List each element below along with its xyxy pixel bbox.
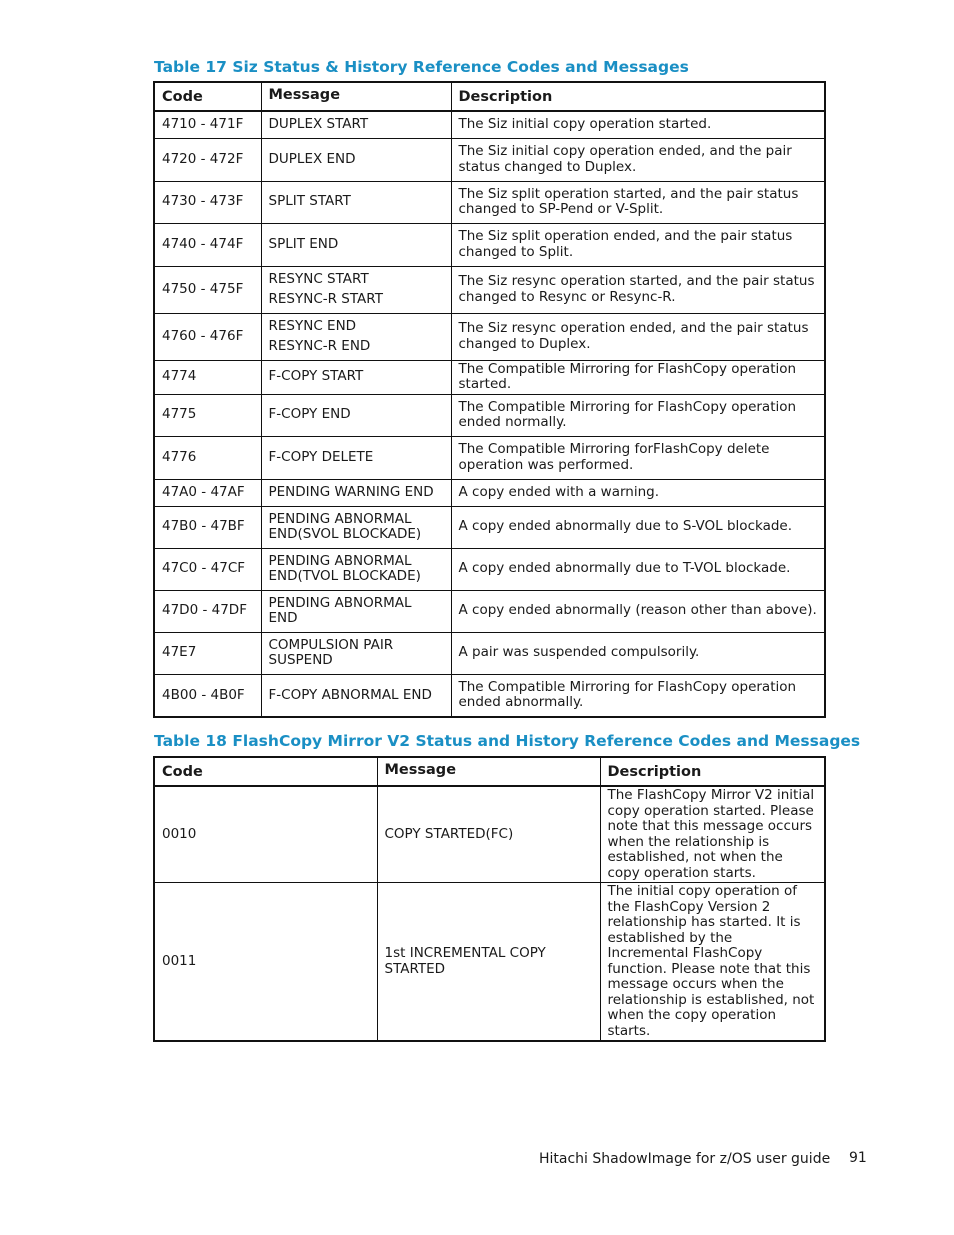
message-cell: [377, 786, 600, 883]
table-row: [154, 506, 825, 548]
description-cell: A copy ended abnormally (reason other than above).: [451, 590, 825, 632]
table-row: [154, 266, 825, 313]
message-line: PENDING ABNORMAL END(TVOL BLOCKADE): [268, 552, 421, 584]
message-cell: [261, 479, 451, 506]
description-cell: A pair was suspended compulsorily.: [451, 632, 825, 674]
table-18-caption: Table 18 FlashCopy Mirror V2 Status and History Reference Codes and Messages: [154, 732, 861, 750]
code-cell: 47C0 - 47CF: [154, 548, 261, 590]
code-cell: 4750 - 475F: [154, 266, 261, 313]
code-cell: 47B0 - 47BF: [154, 506, 261, 548]
message-line: PENDING ABNORMAL END(SVOL BLOCKADE): [268, 510, 422, 542]
table-row: [154, 436, 825, 479]
code-cell: 4740 - 474F: [154, 223, 261, 266]
description-cell: A copy ended with a warning.: [451, 479, 825, 506]
code-cell: 0010: [154, 786, 377, 883]
message-cell: [261, 111, 451, 138]
message-cell: [261, 394, 451, 436]
description-cell: A copy ended abnormally due to T-VOL blockade.: [451, 548, 825, 590]
message-cell: [261, 181, 451, 223]
table-row: [154, 632, 825, 674]
table-row: [154, 181, 825, 223]
code-cell: 4775: [154, 394, 261, 436]
code-cell: 4776: [154, 436, 261, 479]
message-line: F-COPY DELETE: [268, 448, 374, 465]
table-row: [154, 138, 825, 181]
column-header-description: Description: [451, 82, 825, 111]
message-line: RESYNC START: [268, 271, 369, 287]
message-line: F-COPY ABNORMAL END: [268, 686, 432, 703]
message-line: DUPLEX START: [268, 116, 369, 132]
column-header-code: Code: [154, 82, 261, 111]
message-line: RESYNC-R START: [268, 290, 383, 307]
code-cell: 47E7: [154, 632, 261, 674]
column-header-code: Code: [154, 757, 377, 786]
code-cell: 47A0 - 47AF: [154, 479, 261, 506]
table-row: [154, 360, 825, 394]
description-cell: The Compatible Mirroring forFlashCopy delete operation was performed.: [451, 436, 825, 479]
code-cell: 4730 - 473F: [154, 181, 261, 223]
message-cell: [261, 223, 451, 266]
message-line: DUPLEX END: [268, 150, 356, 167]
message-cell: [261, 674, 451, 717]
message-line: F-COPY END: [268, 406, 351, 423]
message-cell: [261, 313, 451, 360]
description-cell: The FlashCopy Mirror V2 initial copy operation started. Please note that this message occurs when the relationship is established, not when the copy operation starts.: [600, 786, 825, 883]
table-row: [154, 111, 825, 138]
description-cell: The Siz resync operation started, and the pair status changed to Resync or Resync-R.: [451, 266, 825, 313]
message-line: RESYNC END: [268, 318, 357, 334]
description-cell: The Compatible Mirroring for FlashCopy operation ended normally.: [451, 394, 825, 436]
table-row: [154, 548, 825, 590]
message-cell: [261, 360, 451, 394]
message-cell: [261, 436, 451, 479]
message-line: COMPULSION PAIR SUSPEND: [268, 636, 394, 668]
column-header-message: Message: [377, 757, 600, 786]
code-cell: 4774: [154, 360, 261, 394]
code-cell: 4710 - 471F: [154, 111, 261, 138]
description-cell: The Compatible Mirroring for FlashCopy operation ended abnormally.: [451, 674, 825, 717]
message-cell: [261, 632, 451, 674]
table-row: [154, 674, 825, 717]
code-cell: 0011: [154, 883, 377, 1042]
footer-guide-title: Hitachi ShadowImage for z/OS user guide: [539, 1151, 831, 1167]
description-cell: The Siz resync operation ended, and the pair status changed to Duplex.: [451, 313, 825, 360]
message-cell: [261, 506, 451, 548]
message-cell: [377, 883, 600, 1042]
table-row: [154, 590, 825, 632]
description-cell: The Siz initial copy operation started.: [451, 111, 825, 138]
code-cell: 4B00 - 4B0F: [154, 674, 261, 717]
description-cell: The Siz split operation started, and the pair status changed to SP-Pend or V-Split.: [451, 181, 825, 223]
table-row: [154, 883, 825, 1042]
table-row: [154, 394, 825, 436]
message-line: SPLIT START: [268, 193, 351, 210]
flashcopy-status-table: [153, 756, 826, 1042]
message-line: RESYNC-R END: [268, 337, 371, 354]
page-number: 91: [849, 1150, 867, 1166]
table-row: [154, 223, 825, 266]
column-header-message: Message: [261, 82, 451, 111]
description-cell: The Siz split operation ended, and the pair status changed to Split.: [451, 223, 825, 266]
message-cell: [261, 138, 451, 181]
description-cell: The initial copy operation of the FlashCopy Version 2 relationship has started. It is established by the Incremental FlashCopy function. Please note that this message occurs when the relationship is established, not when the copy operation starts.: [600, 883, 825, 1042]
code-cell: 4760 - 476F: [154, 313, 261, 360]
siz-status-table: [153, 81, 826, 718]
message-line: PENDING WARNING END: [268, 483, 434, 500]
message-cell: [261, 590, 451, 632]
message-line: SPLIT END: [268, 235, 339, 252]
message-line: 1st INCREMENTAL COPY STARTED: [384, 945, 546, 977]
message-line: F-COPY START: [268, 368, 364, 385]
table-row: [154, 479, 825, 506]
column-header-description: Description: [600, 757, 825, 786]
message-line: PENDING ABNORMAL END: [268, 594, 412, 626]
description-cell: A copy ended abnormally due to S-VOL blockade.: [451, 506, 825, 548]
message-cell: [261, 266, 451, 313]
code-cell: 4720 - 472F: [154, 138, 261, 181]
code-cell: 47D0 - 47DF: [154, 590, 261, 632]
description-cell: The Siz initial copy operation ended, and the pair status changed to Duplex.: [451, 138, 825, 181]
description-cell: The Compatible Mirroring for FlashCopy operation started.: [451, 360, 825, 394]
table-row: [154, 313, 825, 360]
table-17-caption: Table 17 Siz Status & History Reference Codes and Messages: [154, 58, 689, 76]
message-line: COPY STARTED(FC): [384, 825, 514, 842]
message-cell: [261, 548, 451, 590]
table-row: [154, 786, 825, 883]
